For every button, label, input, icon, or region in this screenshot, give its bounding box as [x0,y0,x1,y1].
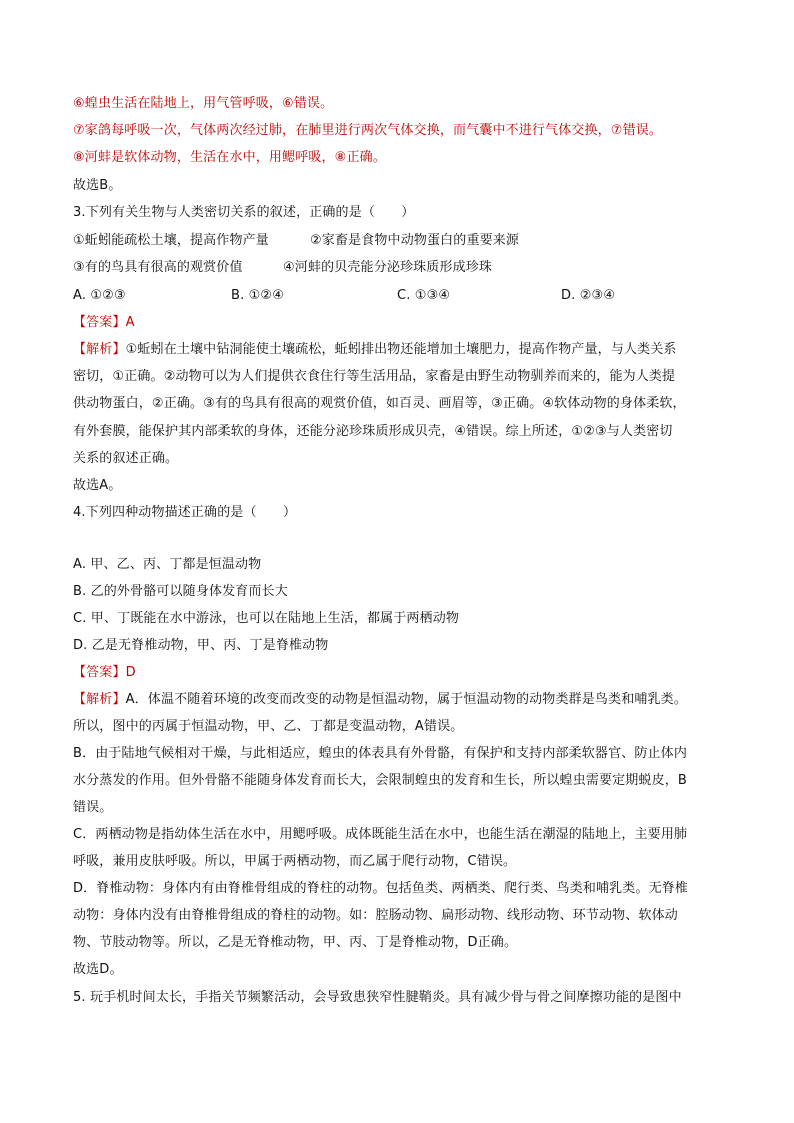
q3-option-a: A. ①②③ [73,288,126,303]
q3-analysis-line-3: 供动物蛋白，②正确。③有的鸟具有很高的观赏价值，如百灵、画眉等，③正确。④软体动物的身体柔软， [73,396,686,411]
q3-statements-row-2 [73,259,733,277]
q3-option-b: B. ①②④ [231,288,285,303]
q4-analysis-line-6: C．两栖动物是指幼体生活在水中，用鳃呼吸。成体既能生活在水中，也能生活在潮湿的陆地上，主要用肺 [73,827,688,842]
q3-analysis-line-2: 密切，①正确。②动物可以为人们提供衣食住行等生活用品，家畜是由野生动物驯养而来的，能为人类提 [73,369,676,384]
q3-conclusion: 故选A。 [73,478,122,493]
q3-analysis-line-4: 有外套膜，能保护其内部柔软的身体，还能分泌珍珠质形成贝壳，④错误。综上所述，①②③与人类密切 [73,424,673,439]
q3-answer [73,314,733,332]
q3-analysis-line-1 [73,341,733,359]
q3-analysis-line-5: 关系的叙述正确。 [73,451,179,466]
q4-answer-tag: 【答案】 [73,665,126,680]
q4-option-b: B. 乙的外骨骼可以随身体发育而长大 [73,584,288,599]
q3-option-d: D. ②③④ [561,288,616,303]
q3-statements-row-1 [73,232,733,250]
prev-line-7: ⑦家鸽每呼吸一次，气体两次经过肺，在肺里进行两次气体交换，而气囊中不进行气体交换，⑦错误。 [73,123,663,138]
q3-answer-tag: 【答案】 [73,315,126,330]
q3-item-3: ③有的鸟具有很高的观赏价值 [73,260,243,275]
q3-answer-value: A [125,315,135,330]
q4-analysis-line-2: 所以，图中的丙属于恒温动物，甲、乙、丁都是变温动物，A错误。 [73,719,464,734]
q4-analysis-line-1 [73,691,733,709]
q3-options [73,287,733,305]
q3-analysis-text-1: ①蚯蚓在土壤中钻洞能使土壤疏松，蚯蚓排出物还能增加土壤肥力，提高作物产量，与人类关系 [125,342,677,357]
q5-stem: 5. 玩手机时间太长，手指关节频繁活动，会导致患狭窄性腱鞘炎。具有减少骨与骨之间摩擦功能的是图中 [73,990,682,1005]
q3-option-c: C. ①③④ [397,288,451,303]
q4-analysis-tag: 【解析】 [73,692,126,707]
q4-analysis-line-4: 水分蒸发的作用。但外骨骼不能随身体发育而长大，会限制蝗虫的发育和生长，所以蝗虫需要定期蜕皮，B [73,773,687,788]
q4-analysis-line-5: 错误。 [73,800,113,815]
q4-analysis-line-3: B．由于陆地气候相对干燥，与此相适应，蝗虫的体表具有外骨骼，有保护和支持内部柔软器官、防止体内 [73,746,687,761]
prev-line-8: ⑧河蚌是软体动物，生活在水中，用鳃呼吸，⑧正确。 [73,150,386,165]
q4-option-c: C. 甲、丁既能在水中游泳，也可以在陆地上生活，都属于两栖动物 [73,611,459,626]
q4-conclusion: 故选D。 [73,962,123,977]
q4-option-a: A. 甲、乙、丙、丁都是恒温动物 [73,557,262,572]
q4-analysis-text-1: A．体温不随着环境的改变而改变的动物是恒温动物，属于恒温动物的动物类群是鸟类和哺乳类。 [125,692,687,707]
q4-answer [73,664,733,682]
q4-analysis-line-10: 物、节肢动物等。所以，乙是无脊椎动物，甲、丙、丁是脊椎动物，D正确。 [73,935,518,950]
prev-conclusion: 故选B。 [73,178,122,193]
q3-item-1: ①蚯蚓能疏松土壤，提高作物产量 [73,233,269,248]
q4-analysis-line-8: D．脊椎动物：身体内有由脊椎骨组成的脊柱的动物。包括鱼类、两栖类、爬行类、鸟类和哺乳类。无脊椎 [73,881,689,896]
q4-analysis-line-7: 呼吸，兼用皮肤呼吸。所以，甲属于两栖动物，而乙属于爬行动物，C错误。 [73,854,517,869]
q4-stem: 4.下列四种动物描述正确的是（ ） [73,505,297,520]
q4-answer-value: D [125,665,136,680]
q4-option-d: D. 乙是无脊椎动物，甲、丙、丁是脊椎动物 [73,638,329,653]
q3-item-4: ④河蚌的贝壳能分泌珍珠质形成珍珠 [283,260,493,275]
q3-stem: 3.下列有关生物与人类密切关系的叙述，正确的是（ ） [73,205,415,220]
q4-analysis-line-9: 动物：身体内没有由脊椎骨组成的脊柱的动物。如：腔肠动物、扁形动物、线形动物、环节动物、软体动 [73,908,678,923]
q3-item-2: ②家畜是食物中动物蛋白的重要来源 [310,233,520,248]
q3-analysis-tag: 【解析】 [73,342,126,357]
prev-line-6: ⑥蝗虫生活在陆地上，用气管呼吸，⑥错误。 [73,96,334,111]
